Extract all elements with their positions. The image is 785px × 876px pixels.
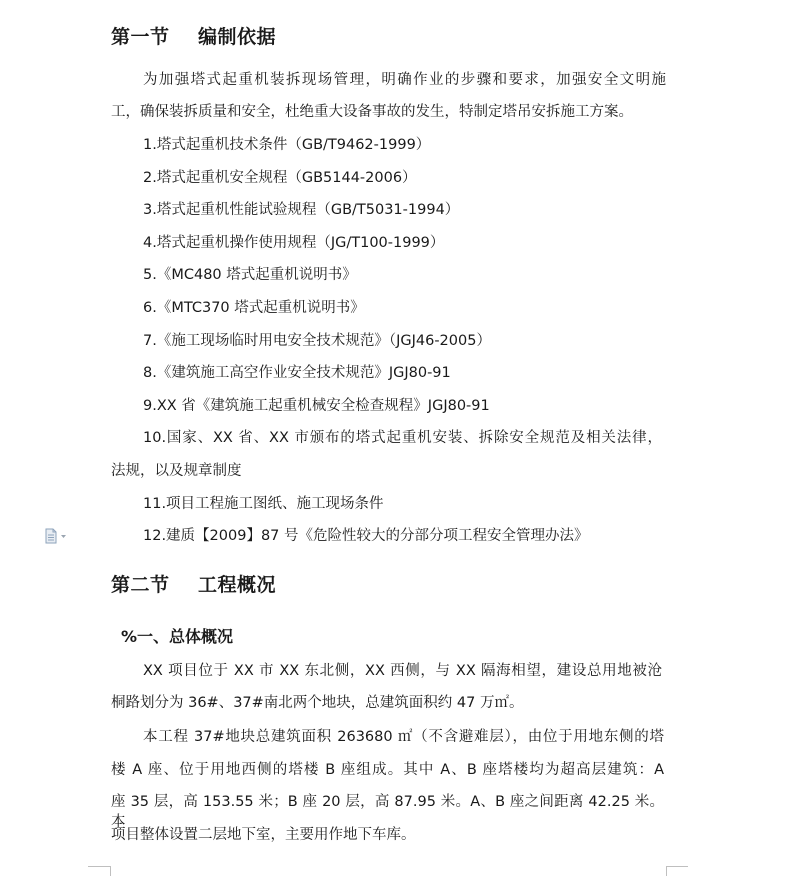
document-dropdown-icon[interactable] bbox=[44, 528, 70, 544]
list-item-2: 2.塔式起重机安全规程（GB5144-2006） bbox=[143, 170, 417, 186]
section1-heading: 第一节 编制依据 bbox=[111, 26, 276, 48]
list-item-9: 9.XX 省《建筑施工起重机械安全检查规程》JGJ80-91 bbox=[143, 398, 490, 414]
list-item-7: 7.《施工现场临时用电安全技术规范》（JGJ46-2005） bbox=[143, 333, 491, 349]
list-item-10-line-1: 10.国家、XX 省、XX 市颁布的塔式起重机安装、拆除安全规范及相关法律， bbox=[143, 430, 662, 446]
margin-corner-right-h bbox=[666, 866, 688, 867]
para2-line-2: 楼 A 座、位于用地西侧的塔楼 B 座组成。其中 A、B 座塔楼均为超高层建筑：A bbox=[111, 762, 664, 778]
para1-line-1: XX 项目位于 XX 市 XX 东北侧，XX 西侧，与 XX 隔海相望，建设总用地被沧 bbox=[143, 663, 662, 679]
intro-line-1: 为加强塔式起重机装拆现场管理，明确作业的步骤和要求，加强安全文明施 bbox=[143, 72, 666, 88]
para2-line-3: 座 35 层，高 153.55 米；B 座 20 层，高 87.95 米。A、B 座之间距离 42.25 米。本 bbox=[111, 794, 664, 830]
margin-corner-right-v bbox=[666, 866, 667, 876]
subsection-heading: %一、总体概况 bbox=[121, 627, 234, 646]
list-item-3: 3.塔式起重机性能试验规程（GB/T5031-1994） bbox=[143, 202, 460, 218]
list-item-8: 8.《建筑施工高空作业安全技术规范》JGJ80-91 bbox=[143, 365, 451, 381]
margin-corner-left-v bbox=[110, 866, 111, 876]
section2-heading: 第二节 工程概况 bbox=[111, 574, 276, 596]
margin-corner-left-h bbox=[88, 866, 110, 867]
list-item-5: 5.《MC480 塔式起重机说明书》 bbox=[143, 267, 357, 283]
list-item-10-line-2: 法规，以及规章制度 bbox=[111, 463, 242, 479]
para1-line-2: 桐路划分为 36#、37#南北两个地块，总建筑面积约 47 万㎡。 bbox=[111, 695, 524, 711]
list-item-6: 6.《MTC370 塔式起重机说明书》 bbox=[143, 300, 365, 316]
intro-line-2: 工，确保装拆质量和安全，杜绝重大设备事故的发生，特制定塔吊安拆施工方案。 bbox=[111, 104, 633, 120]
list-item-12: 12.建质【2009】87 号《危险性较大的分部分项工程安全管理办法》 bbox=[143, 528, 589, 544]
para2-line-1: 本工程 37#地块总建筑面积 263680 ㎡（不含避难层），由位于用地东侧的塔 bbox=[143, 729, 664, 745]
list-item-11: 11.项目工程施工图纸、施工现场条件 bbox=[143, 496, 384, 512]
para2-line-4: 项目整体设置二层地下室，主要用作地下车库。 bbox=[111, 827, 416, 843]
list-item-1: 1.塔式起重机技术条件（GB/T9462-1999） bbox=[143, 137, 431, 153]
list-item-4: 4.塔式起重机操作使用规程（JG/T100-1999） bbox=[143, 235, 445, 251]
